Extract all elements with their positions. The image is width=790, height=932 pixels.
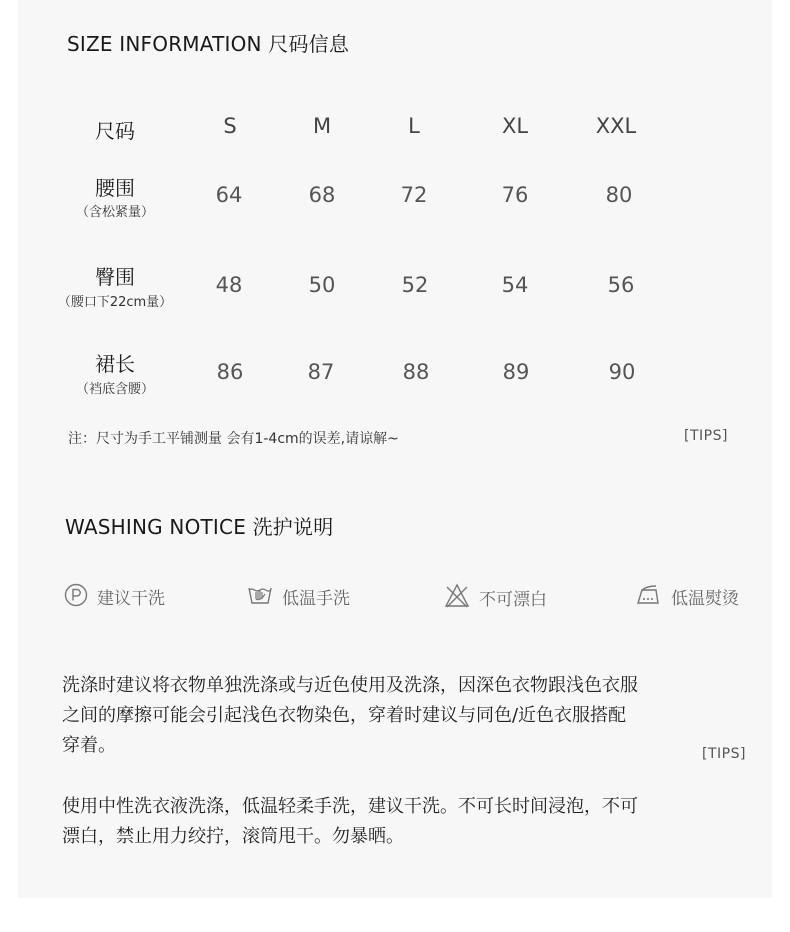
table-cell: 72 [400,183,428,207]
table-cell: 48 [215,273,243,297]
care-item-iron [636,582,662,612]
size-tips-label: [TIPS] [684,428,728,444]
table-cell: 50 [308,273,336,297]
hand-wash-icon [247,581,273,607]
care-item-hand-wash [247,581,273,611]
size-col-s: S [223,114,237,138]
care-label-dry-clean: 建议干洗 [97,589,165,609]
table-cell: 56 [607,273,635,297]
washing-paragraph-1: 洗涤时建议将衣物单独洗涤或与近色使用及洗涤，因深色衣物跟浅色衣服之间的摩擦可能会引起浅色衣物染色，穿着时建议与同色/近色衣服搭配穿着。 [62,675,638,756]
washing-tips-label: [TIPS] [702,746,746,762]
washing-section-title: WASHING NOTICE 洗护说明 [65,515,334,539]
iron-icon [636,582,662,608]
row-label-hip: 臀围 [95,265,135,289]
size-col-l: L [408,114,420,138]
table-cell: 52 [401,273,429,297]
size-header-label: 尺码 [95,119,135,143]
row-sub-length: （裆底含腰） [75,382,154,397]
care-item-dry-clean [63,582,89,612]
care-label-iron: 低温熨烫 [671,589,739,609]
row-label-waist: 腰围 [95,176,135,200]
table-cell: 54 [501,273,529,297]
size-note: 注：尺寸为手工平铺测量 会有1-4cm的误差,请谅解~ [68,431,399,447]
size-col-xxl: XXL [595,114,637,138]
care-label-no-bleach: 不可漂白 [479,590,547,610]
table-cell: 64 [215,183,243,207]
size-col-xl: XL [501,114,529,138]
washing-paragraph-2: 使用中性洗衣液洗涤，低温轻柔手洗，建议干洗。不可长时间浸泡，不可漂白，禁止用力绞拧，滚筒甩干。勿暴晒。 [62,796,638,847]
table-cell: 68 [308,183,336,207]
table-cell: 89 [502,360,530,384]
care-label-hand-wash: 低温手洗 [282,589,350,609]
size-col-m: M [312,114,332,138]
table-cell: 76 [501,183,529,207]
table-cell: 80 [605,183,633,207]
p-circle-icon [63,582,89,608]
care-item-no-bleach [444,583,470,613]
row-label-length: 裙长 [95,352,135,376]
size-section-title: SIZE INFORMATION 尺码信息 [67,32,350,56]
no-bleach-icon [444,583,470,609]
table-cell: 90 [608,360,636,384]
table-cell: 88 [402,360,430,384]
row-sub-hip: （腰口下22cm量） [57,295,173,310]
table-cell: 86 [216,360,244,384]
row-sub-waist: （含松紧量） [75,205,154,220]
table-cell: 87 [307,360,335,384]
